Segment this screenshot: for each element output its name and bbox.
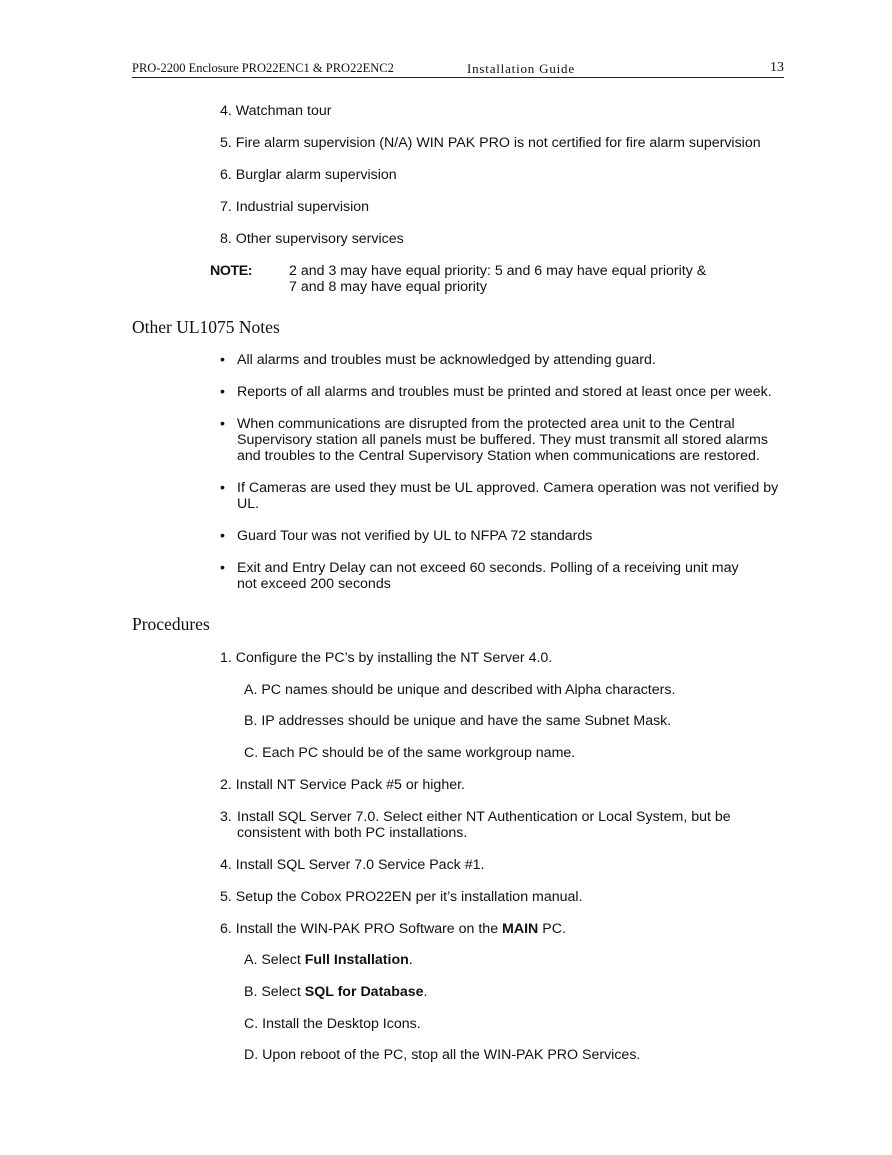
bullet-text: and troubles to the Central Supervisory Station when communications are restored. bbox=[237, 448, 760, 464]
procedure-substep: C. Install the Desktop Icons. bbox=[244, 1016, 421, 1032]
bullet-text: UL. bbox=[237, 496, 260, 512]
list-item bbox=[220, 135, 761, 152]
bullet-marker: • bbox=[220, 416, 225, 432]
bullet-marker: • bbox=[220, 352, 225, 368]
list-item-text: Watchman tour bbox=[235, 103, 332, 119]
procedure-step-text: PC. bbox=[538, 921, 566, 937]
list-item-number: 7. bbox=[220, 199, 232, 215]
list-item-number: 6. bbox=[220, 167, 232, 183]
procedure-step: 5. Setup the Cobox PRO22EN per it’s installation manual. bbox=[220, 889, 583, 905]
procedure-substep: C. Each PC should be of the same workgroup name. bbox=[244, 745, 576, 761]
procedure-substep: A. PC names should be unique and described with Alpha characters. bbox=[244, 682, 676, 698]
procedure-step-text: 6. Install the WIN-PAK PRO Software on the bbox=[220, 921, 503, 937]
bullet-marker: • bbox=[220, 480, 225, 496]
procedure-step: 1. Configure the PC’s by installing the NT Server 4.0. bbox=[220, 650, 553, 666]
procedure-substep-text: A. Select bbox=[244, 952, 305, 968]
list-item-number: 8. bbox=[220, 231, 232, 247]
list-item-text: Other supervisory services bbox=[235, 231, 404, 247]
procedure-substep bbox=[244, 952, 413, 969]
procedure-substep-text: B. Select bbox=[244, 984, 305, 1000]
note-text-line: 2 and 3 may have equal priority: 5 and 6 may have equal priority & bbox=[289, 263, 707, 279]
page-number: 13 bbox=[770, 60, 784, 75]
procedure-substep: D. Upon reboot of the PC, stop all the WIN-PAK PRO Services. bbox=[244, 1047, 641, 1063]
bullet-text: If Cameras are used they must be UL approved. Camera operation was not verified by bbox=[237, 480, 779, 496]
section-heading-procedures: Procedures bbox=[132, 614, 210, 634]
procedure-step bbox=[220, 921, 566, 938]
list-item-text: Industrial supervision bbox=[235, 199, 370, 215]
bullet-text: Supervisory station all panels must be buffered. They must transmit all stored alarms bbox=[237, 432, 768, 448]
procedure-substep-text: . bbox=[423, 984, 428, 1000]
emphasis-full-installation: Full Installation bbox=[304, 952, 409, 968]
list-item-number: 5. bbox=[220, 135, 232, 151]
section-heading-ul-notes: Other UL1075 Notes bbox=[132, 317, 280, 337]
bullet-text: All alarms and troubles must be acknowledged by attending guard. bbox=[237, 352, 656, 368]
procedure-substep-text: . bbox=[408, 952, 413, 968]
note-text-line: 7 and 8 may have equal priority bbox=[289, 279, 487, 295]
list-item bbox=[220, 199, 369, 216]
running-header bbox=[132, 61, 784, 78]
note-label: NOTE: bbox=[210, 263, 253, 279]
bullet-text: When communications are disrupted from the protected area unit to the Central bbox=[237, 416, 735, 432]
list-item-text: Burglar alarm supervision bbox=[235, 167, 397, 183]
list-item bbox=[220, 167, 397, 184]
procedure-step-text: consistent with both PC installations. bbox=[237, 825, 468, 841]
bullet-text: Guard Tour was not verified by UL to NFPA 72 standards bbox=[237, 528, 593, 544]
emphasis-main: MAIN bbox=[502, 921, 539, 937]
bullet-text: Reports of all alarms and troubles must be printed and stored at least once per week. bbox=[237, 384, 772, 400]
header-title: PRO-2200 Enclosure PRO22ENC1 & PRO22ENC2 bbox=[132, 61, 394, 75]
procedure-step-text: Install SQL Server 7.0. Select either NT Authentication or Local System, but be bbox=[237, 809, 731, 825]
list-item bbox=[220, 231, 404, 248]
bullet-text: Exit and Entry Delay can not exceed 60 seconds. Polling of a receiving unit may bbox=[237, 560, 739, 576]
emphasis-sql-for-database: SQL for Database bbox=[304, 984, 424, 1000]
procedure-substep bbox=[244, 984, 427, 1001]
bullet-marker: • bbox=[220, 528, 225, 544]
bullet-text: not exceed 200 seconds bbox=[237, 576, 391, 592]
procedure-substep: B. IP addresses should be unique and have the same Subnet Mask. bbox=[244, 713, 672, 729]
procedure-step: 4. Install SQL Server 7.0 Service Pack #1. bbox=[220, 857, 485, 873]
list-item bbox=[220, 103, 331, 120]
procedure-step-number: 3. bbox=[220, 809, 232, 825]
list-item-text: Fire alarm supervision (N/A) WIN PAK PRO is not certified for fire alarm supervision bbox=[235, 135, 761, 151]
procedure-step: 2. Install NT Service Pack #5 or higher. bbox=[220, 777, 465, 793]
list-item-number: 4. bbox=[220, 103, 232, 119]
bullet-marker: • bbox=[220, 384, 225, 400]
bullet-marker: • bbox=[220, 560, 225, 576]
header-guide-name: Installation Guide bbox=[467, 61, 575, 76]
